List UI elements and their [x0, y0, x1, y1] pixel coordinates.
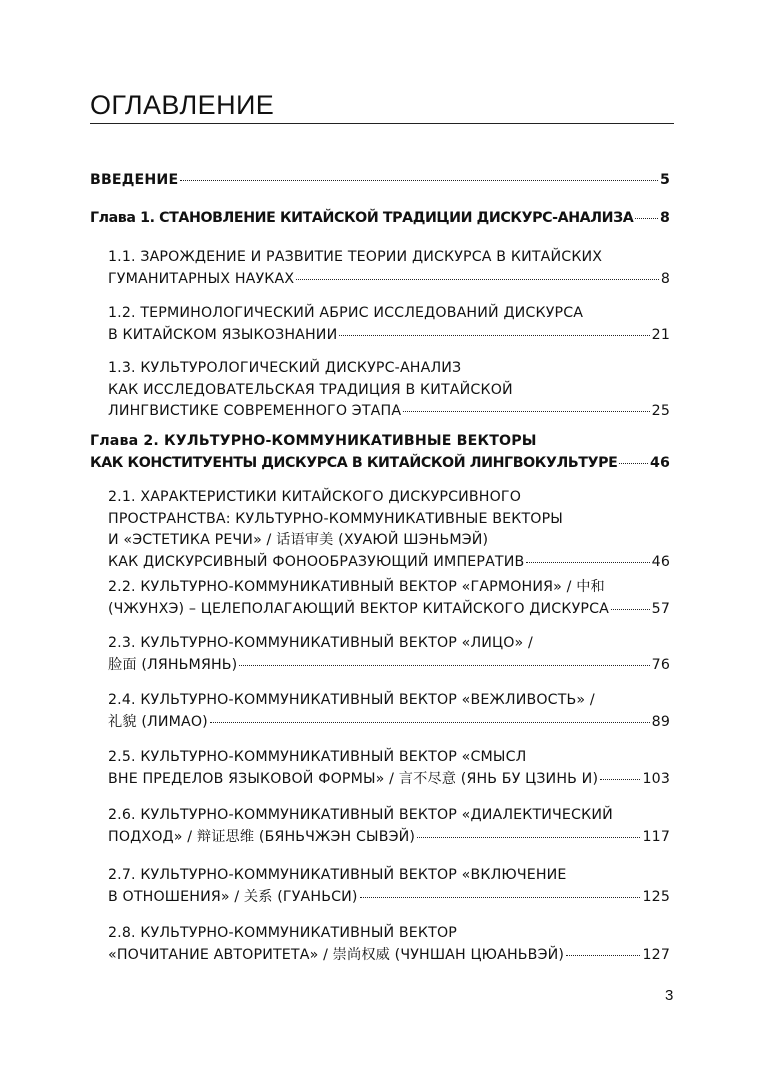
- toc-entry[interactable]: [108, 690, 670, 733]
- toc-page-number: 25: [651, 403, 670, 419]
- toc-entry-line: 2.3. КУЛЬТУРНО-КОММУНИКАТИВНЫЙ ВЕКТОР «ЛИЦО» /: [108, 635, 533, 651]
- dot-leader: [210, 722, 650, 723]
- page-title: ОГЛАВЛЕНИЕ: [90, 90, 275, 120]
- toc-entry-line: 2.5. КУЛЬТУРНО-КОММУНИКАТИВНЫЙ ВЕКТОР «СМЫСЛ: [108, 749, 527, 765]
- toc-entry-title: (ЧЖУНХЭ) – ЦЕЛЕПОЛАГАЮЩИЙ ВЕКТОР КИТАЙСКОГО ДИСКУРСА: [108, 600, 609, 617]
- toc-entry-title: 脸面 (ЛЯНЬМЯНЬ): [108, 656, 238, 673]
- toc-entry-line: 1.1. ЗАРОЖДЕНИЕ И РАЗВИТИЕ ТЕОРИИ ДИСКУРСА В КИТАЙСКИХ: [108, 249, 603, 265]
- dot-leader: [526, 562, 649, 563]
- toc-page-number: 127: [642, 946, 670, 963]
- toc-entry-line: 1.3. КУЛЬТУРОЛОГИЧЕСКИЙ ДИСКУРС-АНАЛИЗ: [108, 360, 462, 376]
- toc-entry[interactable]: [90, 170, 670, 192]
- toc-entry-title: В КИТАЙСКОМ ЯЗЫКОЗНАНИИ: [108, 326, 338, 343]
- toc-page-number: 8: [660, 270, 670, 287]
- toc-entry[interactable]: [108, 633, 670, 676]
- dot-leader: [566, 955, 640, 956]
- page-number: 3: [665, 987, 674, 1004]
- dot-leader: [360, 897, 641, 898]
- toc-entry-final-line: [108, 887, 670, 909]
- toc-entry[interactable]: [90, 208, 670, 230]
- toc-entry[interactable]: [90, 431, 670, 474]
- toc-entry[interactable]: [108, 865, 670, 908]
- toc-entry-title: ВНЕ ПРЕДЕЛОВ ЯЗЫКОВОЙ ФОРМЫ» / 言不尽意 (ЯНЬ БУ ЦЗИНЬ И): [108, 770, 599, 787]
- toc-entry[interactable]: [108, 303, 670, 346]
- toc-page-number: 125: [642, 888, 670, 905]
- toc-entry-final-line: [108, 945, 670, 967]
- toc-entry-title: ВВЕДЕНИЕ: [90, 172, 179, 188]
- toc-entry-line: ПРОСТРАНСТВА: КУЛЬТУРНО-КОММУНИКАТИВНЫЕ ВЕКТОРЫ: [108, 510, 563, 527]
- toc-entry-final-line: [108, 599, 670, 621]
- dot-leader: [635, 218, 658, 219]
- toc-entry-title: «ПОЧИТАНИЕ АВТОРИТЕТА» / 崇尚权威 (ЧУНШАН ЦЮАНЬВЭЙ): [108, 946, 565, 963]
- toc-entry-final-line: [90, 453, 670, 475]
- toc-entry[interactable]: [108, 487, 670, 573]
- toc-page-number: 57: [651, 600, 670, 617]
- toc-entry-title: 礼貌 (ЛИМАО): [108, 713, 208, 730]
- toc-entry-title: КАК КОНСТИТУЕНТЫ ДИСКУРСА В КИТАЙСКОЙ ЛИНГВОКУЛЬТУРЕ: [90, 454, 618, 471]
- toc-page-number: 76: [651, 656, 670, 673]
- toc-entry[interactable]: [108, 358, 670, 423]
- toc-entry-line: И «ЭСТЕТИКА РЕЧИ» / 话语审美 (ХУАЮЙ ШЭНЬМЭЙ): [108, 532, 489, 548]
- toc-entry-line: 2.1. ХАРАКТЕРИСТИКИ КИТАЙСКОГО ДИСКУРСИВНОГО: [108, 489, 522, 505]
- toc-page-number: 46: [651, 553, 670, 570]
- toc-entry-final-line: [108, 655, 670, 677]
- toc-page-number: 103: [642, 770, 670, 787]
- toc-entry-title: ГУМАНИТАРНЫХ НАУКАХ: [108, 270, 295, 287]
- toc-entry-final-line: [108, 552, 670, 574]
- toc-entry-final-line: [108, 769, 670, 791]
- toc-page-number: 46: [649, 454, 670, 471]
- toc-page-number: 117: [642, 828, 670, 845]
- toc-page-number: 5: [659, 172, 670, 188]
- dot-leader: [611, 609, 650, 610]
- dot-leader: [180, 180, 658, 181]
- toc-entry-line: 2.4. КУЛЬТУРНО-КОММУНИКАТИВНЫЙ ВЕКТОР «ВЕЖЛИВОСТЬ» /: [108, 692, 595, 708]
- toc-entry-final-line: [108, 827, 670, 849]
- toc-entry-line: Глава 2. КУЛЬТУРНО-КОММУНИКАТИВНЫЕ ВЕКТОРЫ: [90, 433, 537, 449]
- dot-leader: [296, 279, 659, 280]
- dot-leader: [239, 665, 649, 666]
- toc-entry-line: 2.7. КУЛЬТУРНО-КОММУНИКАТИВНЫЙ ВЕКТОР «ВКЛЮЧЕНИЕ: [108, 867, 567, 883]
- toc-entry-title: В ОТНОШЕНИЯ» / 关系 (ГУАНЬСИ): [108, 888, 358, 905]
- toc-entry-title: ПОДХОД» / 辩证思维 (БЯНЬЧЖЭН СЫВЭЙ): [108, 828, 416, 845]
- dot-leader: [339, 335, 649, 336]
- dot-leader: [600, 779, 640, 780]
- toc-entry[interactable]: [108, 923, 670, 966]
- dot-leader: [403, 411, 649, 412]
- toc-entry-final-line: [90, 170, 670, 192]
- toc-entry-title: КАК ДИСКУРСИВНЫЙ ФОНООБРАЗУЮЩИЙ ИМПЕРАТИВ: [108, 553, 525, 570]
- toc-entry[interactable]: [108, 747, 670, 790]
- toc-entry-title: Глава 1. СТАНОВЛЕНИЕ КИТАЙСКОЙ ТРАДИЦИИ ДИСКУРС-АНАЛИЗА: [90, 210, 634, 226]
- dot-leader: [417, 837, 640, 838]
- toc-page-number: 21: [651, 326, 670, 343]
- toc-entry-final-line: [108, 401, 670, 423]
- toc-entry[interactable]: [108, 805, 670, 848]
- toc-entry-line: КАК ИССЛЕДОВАТЕЛЬСКАЯ ТРАДИЦИЯ В КИТАЙСКОЙ: [108, 381, 513, 398]
- dot-leader: [619, 463, 648, 464]
- toc-entry[interactable]: [108, 577, 670, 620]
- toc-entry-line: 2.6. КУЛЬТУРНО-КОММУНИКАТИВНЫЙ ВЕКТОР «ДИАЛЕКТИЧЕСКИЙ: [108, 807, 613, 823]
- title-divider: [90, 123, 674, 124]
- toc-entry-line: 2.2. КУЛЬТУРНО-КОММУНИКАТИВНЫЙ ВЕКТОР «ГАРМОНИЯ» / 中和: [108, 579, 605, 595]
- toc-entry-final-line: [108, 325, 670, 347]
- toc-entry-final-line: [108, 712, 670, 734]
- toc-entry-title: ЛИНГВИСТИКЕ СОВРЕМЕННОГО ЭТАПА: [108, 403, 402, 419]
- toc-entry-final-line: [90, 208, 670, 230]
- toc-entry-line: 1.2. ТЕРМИНОЛОГИЧЕСКИЙ АБРИС ИССЛЕДОВАНИЙ ДИСКУРСА: [108, 305, 584, 321]
- toc-entry[interactable]: [108, 247, 670, 290]
- toc-entry-final-line: [108, 269, 670, 291]
- toc-entry-line: 2.8. КУЛЬТУРНО-КОММУНИКАТИВНЫЙ ВЕКТОР: [108, 925, 457, 941]
- toc-page-number: 8: [659, 210, 670, 226]
- toc-page-number: 89: [651, 713, 670, 730]
